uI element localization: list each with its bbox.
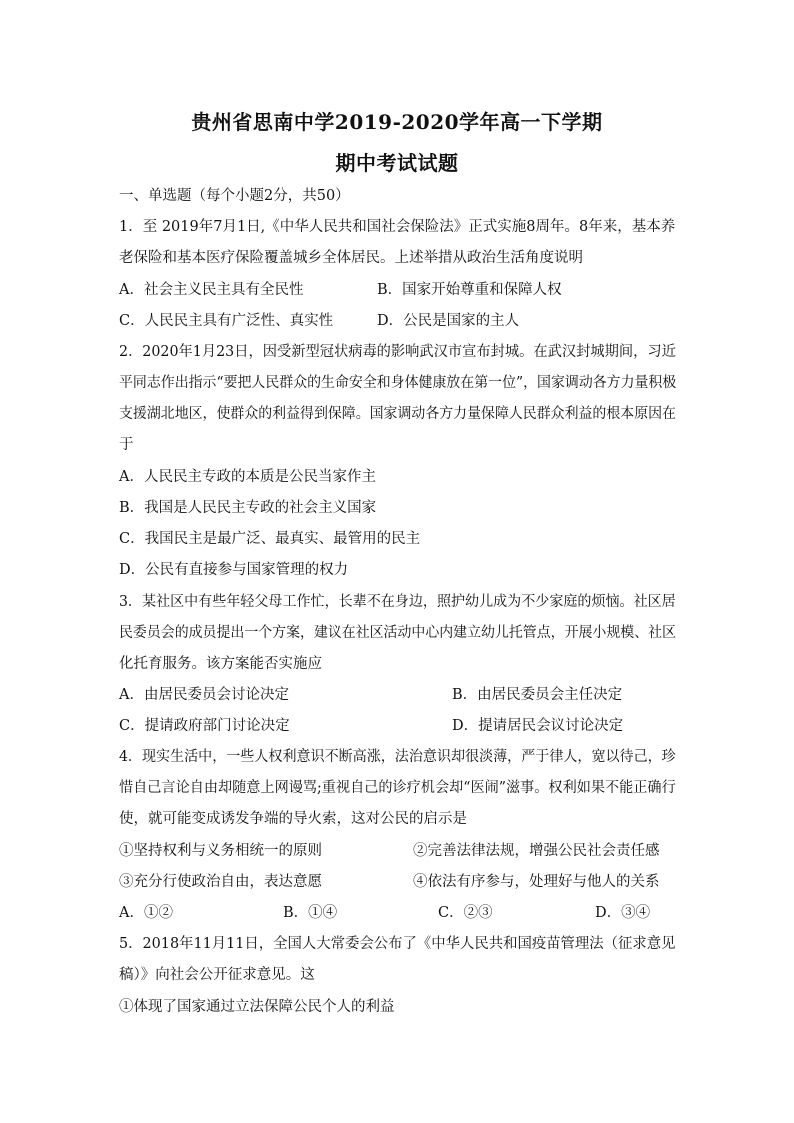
q1-option-d: D．公民是国家的主人 bbox=[377, 313, 520, 329]
q2-text-line4: 于 bbox=[119, 437, 134, 453]
q4-statement-3: ③充分行使政治自由，表达意愿 bbox=[119, 874, 322, 890]
q4-option-b: B．①④ bbox=[283, 905, 338, 921]
q4-statement-2: ②完善法律法规，增强公民社会责任感 bbox=[413, 843, 660, 859]
q2-text-line2: 平同志作出指示“要把人民群众的生命安全和身体健康放在第一位”，国家调动各方力量积极 bbox=[119, 375, 677, 391]
q1-option-c: C．人民民主具有广泛性、真实性 bbox=[119, 313, 334, 329]
exam-title: 贵州省思南中学2019-2020学年高一下学期 bbox=[191, 110, 603, 134]
q4-option-c: C．②③ bbox=[438, 905, 493, 921]
q3-option-c: C．提请政府部门讨论决定 bbox=[119, 718, 290, 734]
exam-subtitle: 期中考试试题 bbox=[335, 151, 459, 175]
q3-text-line3: 化托育服务。该方案能否实施应 bbox=[119, 656, 322, 672]
q3-option-b: B．由居民委员会主任决定 bbox=[452, 687, 623, 703]
q5-text-line2: 稿）》向社会公开征求意见。这 bbox=[119, 967, 315, 983]
q2-text-line3: 支援湖北地区，使群众的利益得到保障。国家调动各方力量保障人民群众利益的根本原因在 bbox=[119, 406, 676, 422]
q1-text-line2: 老保险和基本医疗保险覆盖城乡全体居民。上述举措从政治生活角度说明 bbox=[119, 250, 583, 266]
q3-option-a: A．由居民委员会讨论决定 bbox=[119, 687, 289, 703]
q1-option-b: B．国家开始尊重和保障人权 bbox=[377, 282, 562, 298]
q1-option-a: A．社会主义民主具有全民性 bbox=[119, 282, 304, 298]
q4-option-a: A．①② bbox=[119, 905, 173, 921]
q2-text-line1: 2．2020年1月23日，因受新型冠状病毒的影响武汉市宣布封城。在武汉封城期间，习近 bbox=[119, 344, 676, 360]
q4-statement-4: ④依法有序参与，处理好与他人的关系 bbox=[413, 874, 660, 890]
q5-text-line1: 5．2018年11月11日，全国人大常委会公布了《中华人民共和国疫苗管理法（征求意见 bbox=[119, 936, 676, 952]
q2-option-d: D．公民有直接参与国家管理的权力 bbox=[119, 562, 349, 578]
q4-text-line3: 使，就可能变成诱发争端的导火索，这对公民的启示是 bbox=[119, 811, 467, 827]
q2-option-b: B．我国是人民民主专政的社会主义国家 bbox=[119, 500, 377, 516]
q3-text-line2: 民委员会的成员提出一个方案，建议在社区活动中心内建立幼儿托管点，开展小规模、社区 bbox=[119, 625, 676, 641]
q1-text-line1: 1．至 2019年7月1日,《中华人民共和国社会保险法》正式实施8周年。8年来，基本养 bbox=[119, 219, 676, 235]
q4-text-line1: 4．现实生活中，一些人权利意识不断高涨，法治意识却很淡薄，严于律人，宽以待己，珍 bbox=[119, 749, 676, 765]
q3-option-d: D．提请居民会议讨论决定 bbox=[452, 718, 624, 734]
q2-option-a: A．人民民主专政的本质是公民当家作主 bbox=[119, 469, 376, 485]
q3-text-line1: 3．某社区中有些年轻父母工作忙，长辈不在身边，照护幼儿成为不少家庭的烦恼。社区居 bbox=[119, 594, 676, 610]
q5-statement-1: ①体现了国家通过立法保障公民个人的利益 bbox=[119, 999, 395, 1015]
q2-option-c: C．我国民主是最广泛、最真实、最管用的民主 bbox=[119, 531, 421, 547]
q4-statement-1: ①坚持权利与义务相统一的原则 bbox=[119, 843, 322, 859]
q4-text-line2: 惜自己言论自由却随意上网谩骂;重视自己的诊疗机会却“医闹”滋事。权利如果不能正确行 bbox=[119, 780, 676, 796]
section-heading: 一、单选题（每个小题2分，共50） bbox=[119, 188, 350, 204]
q4-option-d: D．③④ bbox=[595, 905, 651, 921]
